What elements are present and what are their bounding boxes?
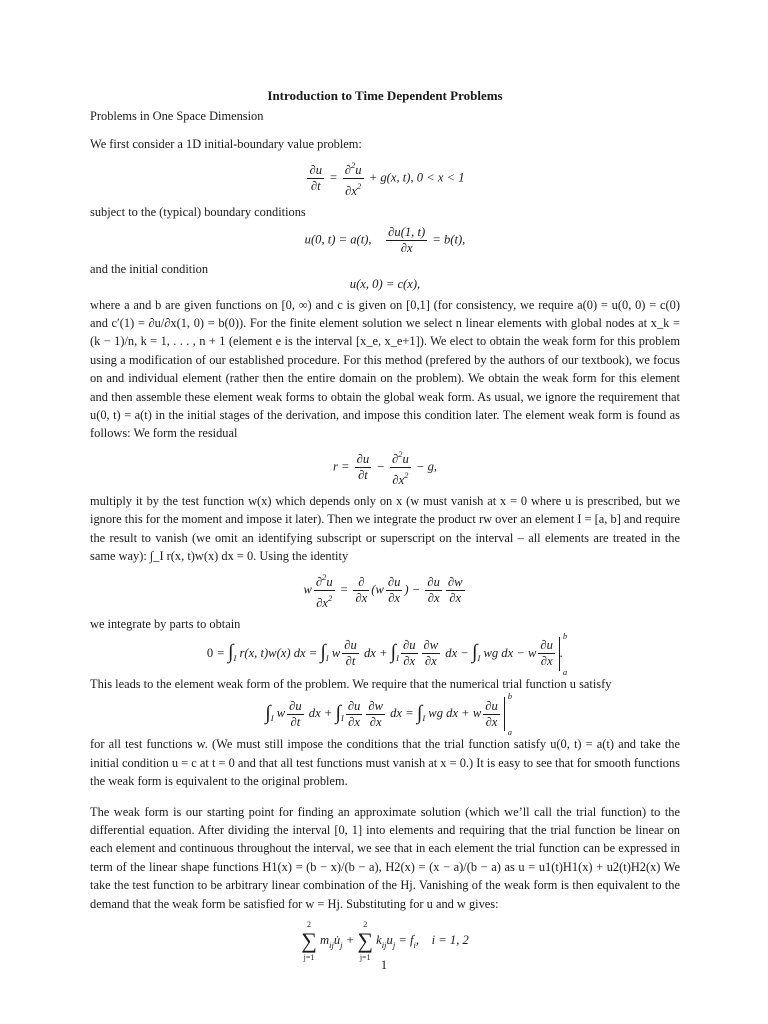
equation-residual-left: r = xyxy=(332,459,350,474)
equation-integration-by-parts: $0 = \int_I$ r(x, t)w(x) dx = $\int_I$ w $\frac{\partial u}{\partial t}$ dx + $\int_I$ $\frac{\partial u}{\partial x}$ $\frac{\partial w}{\partial x}$ dx − $\int_I$ wg dx − w $\frac{\partial u}{\partial x}$ b a . xyxy=(206,630,568,677)
paragraph-6: we integrate by parts to obtain xyxy=(90,616,241,631)
paragraph-1: We first consider a 1D initial-boundary value problem: xyxy=(90,137,362,152)
section-subtitle: Problems in One Space Dimension xyxy=(90,109,264,123)
document-page xyxy=(90,88,680,967)
equation-boundary-left: u(0, t) = a(t), xyxy=(304,232,372,247)
paragraph-3: and the initial condition xyxy=(90,262,209,277)
page-title: Introduction to Time Dependent Problems xyxy=(267,88,503,103)
paragraph-7: This leads to the element weak form of the problem. We require that the numerical trial function u satisfy xyxy=(90,676,612,691)
equation-system-tail: i = 1, 2 xyxy=(431,932,469,947)
equation-initial: u(x, 0) = c(x), xyxy=(349,276,421,291)
page-number: 1 xyxy=(380,958,388,972)
equation-residual: r = $\frac{\partial u}{\partial t}$ − $\frac{\partial^2u}{\partial x^2}$ − g, xyxy=(332,448,438,487)
equation-pde: $\frac{\partial u}{\partial t}$ = $\frac{\partial^2u}{\partial x^2}$ + g(x, t), 0 < x < 1 xyxy=(309,159,465,198)
equation-boundary-right: = b(t), xyxy=(432,232,466,247)
paragraph-8: for all test functions w. (We must still impose the conditions that the trial function satisfy u(0, t) = a(t) and take the initial condition u = c at t = 0 and that all test functions must vanish at x = 0.) It is easy to see that for smooth functions the weak form is equivalent to the original problem. xyxy=(90,737,680,789)
equation-residual-tail: − g, xyxy=(415,459,438,474)
paragraph-2: subject to the (typical) boundary conditions xyxy=(90,204,306,219)
equation-weak-form: $\int_I$ w $\frac{\partial u}{\partial t}$ dx + $\int_I$ $\frac{\partial u}{\partial x}$ $\frac{\partial w}{\partial x}$ dx = $\int_I$ wg dx + w $\frac{\partial u}{\partial x}$ b a xyxy=(265,691,513,738)
equation-system: 2 ∑ j=1 $m_{ij}u̇_j$ + 2 ∑ j=1 $k_{ij}u_j = f_i$, i = 1, 2 xyxy=(301,919,469,962)
paragraph-9: The weak form is our starting point for finding an approximate solution (which we’ll call the trial function) to the differential equation. After dividing the interval [0, 1] into elements and requiring that the trial function be linear on each element and continuous throughout the interval, we see that in each element the trial function can be expressed in term of the linear shape functions H1(x) = (b − x)/(b − a), H2(x) = (x − a)/(b − a) as u = u1(t)H1(x) + u2(t)H2(x) We take the test function to be arbitrary linear combination of the Hj. Vanishing of the weak form is then equivalent to the demand that the weak form be satisfied for w = Hj. Substituting for u and w gives: xyxy=(90,804,680,911)
equation-identity: w $\frac{\partial^2u}{\partial x^2}$ = $\frac{\partial}{\partial x}$ (w $\frac{\partial u}{\partial x}$ ) − $\frac{\partial u}{\partial x}$ $\frac{\partial w}{\partial x}$ xyxy=(303,571,463,610)
equation-boundary: u(0, t) = a(t), $\frac{\partial u(1, t)}{\partial x}$ = b(t), xyxy=(304,225,466,256)
paragraph-4: where a and b are given functions on [0, ∞) and c is given on [0,1] (for consistency, we require a(0) = u(0, 0) = c(0) and c′(1) = ∂u/∂x(1, 0) = b(0)). For the finite element solution we select n linear elements with global nodes at x_k = (k − 1)/n, k = 1, . . . , n + 1 (element e is the interval [x_e, x_e+1]). We elect to obtain the weak form for this problem using a modification of our established procedure. For this method (prefered by the authors of our textbook), we focus on and individual element (rather then the entire domain on the problem). We obtain the weak form for this element and then assemble these element weak forms to obtain the global weak form. As usual, we ignore the requirement that u(0, t) = a(t) in the initial stages of the derivation, and impose this condition later. The element weak form is found as follows: We form the residual xyxy=(90,297,680,441)
paragraph-5: multiply it by the test function w(x) which depends only on x (w must vanish at x = 0 where u is prescribed, but we ignore this for the moment and impose it later). Then we integrate the product rw over an element I = [a, b] and require the result to vanish (we omit an identifying subscript or superscript on the interval – all elements are treated in the same way): ∫_I r(x, t)w(x) dx = 0. Using the identity xyxy=(90,493,680,564)
equation-pde-tail: + g(x, t), 0 < x < 1 xyxy=(368,170,465,185)
